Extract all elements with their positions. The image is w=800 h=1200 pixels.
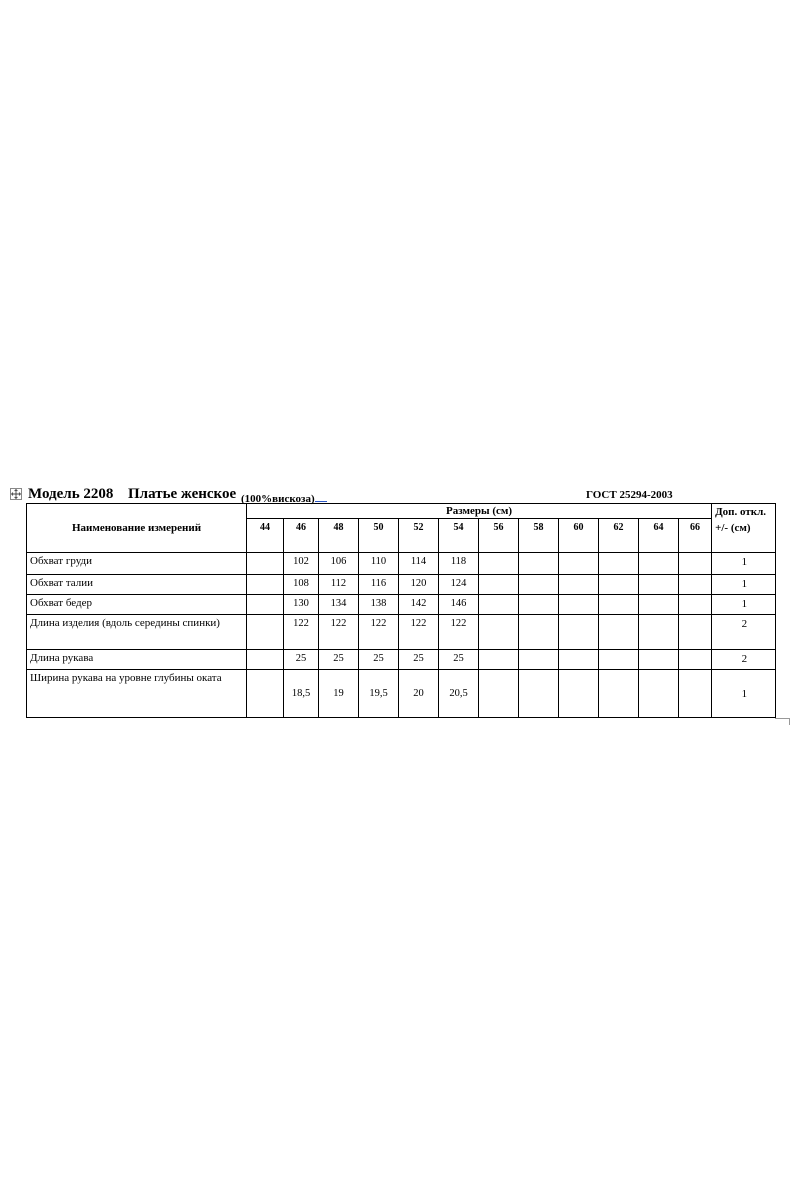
measurement-value (559, 575, 599, 595)
tolerance-value: 2 (712, 615, 776, 650)
measurement-value (479, 670, 519, 718)
measurement-value: 134 (319, 595, 359, 615)
measurement-value (519, 553, 559, 575)
measurement-value: 110 (359, 553, 399, 575)
measurement-value (519, 650, 559, 670)
measurement-value: 112 (319, 575, 359, 595)
measurement-value: 114 (399, 553, 439, 575)
size-header-cell: 66 (679, 519, 712, 553)
measurement-value: 25 (439, 650, 479, 670)
measurement-value: 142 (399, 595, 439, 615)
underline-extension (315, 499, 327, 502)
measurement-name: Длина рукава (27, 650, 247, 670)
gost-standard: ГОСТ 25294-2003 (586, 489, 673, 501)
size-header-cell: 50 (359, 519, 399, 553)
measurement-value (639, 553, 679, 575)
size-header-cell: 48 (319, 519, 359, 553)
measurement-value (247, 553, 284, 575)
measurement-value (679, 553, 712, 575)
measurement-value: 25 (399, 650, 439, 670)
table-row (27, 650, 776, 670)
measurement-value (479, 595, 519, 615)
measurement-value: 124 (439, 575, 479, 595)
measurement-value (247, 575, 284, 595)
measurement-value (679, 615, 712, 650)
document-title (28, 486, 778, 504)
measurement-value: 18,5 (284, 670, 319, 718)
size-header-cell: 64 (639, 519, 679, 553)
measurement-value: 25 (284, 650, 319, 670)
size-header-cell: 44 (247, 519, 284, 553)
measurement-name: Обхват бедер (27, 595, 247, 615)
measurement-value (519, 615, 559, 650)
measurement-value (559, 650, 599, 670)
table-move-icon[interactable] (10, 488, 22, 500)
size-header-cell: 62 (599, 519, 639, 553)
measurement-value (519, 595, 559, 615)
tolerance-header: Доп. откл. +/- (см) (712, 504, 776, 553)
measurement-value: 108 (284, 575, 319, 595)
measurement-value (639, 650, 679, 670)
model-number: Модель 2208 (28, 486, 114, 502)
composition-prefix: (100% (241, 493, 273, 505)
size-header-cell: 56 (479, 519, 519, 553)
measurement-value: 118 (439, 553, 479, 575)
table-row (27, 615, 776, 650)
measurement-value: 122 (399, 615, 439, 650)
measurement-value (247, 670, 284, 718)
composition-material: вискоза) (272, 493, 315, 505)
measurement-value: 25 (359, 650, 399, 670)
measurement-value (639, 615, 679, 650)
measurement-value: 138 (359, 595, 399, 615)
measurement-value: 106 (319, 553, 359, 575)
measurement-value: 25 (319, 650, 359, 670)
table-row (27, 553, 776, 575)
measurement-value (599, 595, 639, 615)
measurement-value (519, 575, 559, 595)
tolerance-value: 1 (712, 595, 776, 615)
measurement-value (599, 575, 639, 595)
sizes-header: Размеры (см) (247, 504, 712, 519)
measurement-value: 20,5 (439, 670, 479, 718)
measurement-value (639, 670, 679, 718)
size-header-cell: 60 (559, 519, 599, 553)
product-name: Платье женское (128, 486, 237, 502)
tolerance-value: 1 (712, 553, 776, 575)
measurement-name: Длина изделия (вдоль середины спинки) (27, 615, 247, 650)
measurement-name-header: Наименование измерений (27, 504, 247, 553)
measurement-value (247, 615, 284, 650)
measurement-value: 122 (319, 615, 359, 650)
tolerance-value: 1 (712, 670, 776, 718)
measurement-value (679, 595, 712, 615)
measurement-value (479, 615, 519, 650)
measurement-value: 20 (399, 670, 439, 718)
measurement-value: 122 (359, 615, 399, 650)
measurement-value: 146 (439, 595, 479, 615)
measurement-value (479, 575, 519, 595)
measurement-value (639, 575, 679, 595)
measurement-value: 120 (399, 575, 439, 595)
measurement-value: 130 (284, 595, 319, 615)
table-body (27, 553, 776, 718)
measurement-value (679, 670, 712, 718)
measurement-value (247, 595, 284, 615)
measurement-value (679, 650, 712, 670)
measurement-name: Ширина рукава на уровне глубины оката (27, 670, 247, 718)
size-header-cell: 58 (519, 519, 559, 553)
measurement-value (599, 615, 639, 650)
table-row (27, 575, 776, 595)
size-chart-table (26, 503, 776, 718)
measurement-value (679, 575, 712, 595)
measurement-value (247, 650, 284, 670)
measurement-value (559, 595, 599, 615)
measurement-value: 122 (439, 615, 479, 650)
table-row (27, 670, 776, 718)
measurement-name: Обхват груди (27, 553, 247, 575)
measurement-value (639, 595, 679, 615)
measurement-value: 102 (284, 553, 319, 575)
tolerance-value: 2 (712, 650, 776, 670)
size-header-cell: 46 (284, 519, 319, 553)
table-row (27, 595, 776, 615)
tolerance-value: 1 (712, 575, 776, 595)
measurement-value (599, 650, 639, 670)
measurement-value (479, 553, 519, 575)
measurement-value (559, 615, 599, 650)
measurement-value (479, 650, 519, 670)
measurement-value: 116 (359, 575, 399, 595)
measurement-value: 19 (319, 670, 359, 718)
measurement-value: 19,5 (359, 670, 399, 718)
measurement-value (519, 670, 559, 718)
measurement-value: 122 (284, 615, 319, 650)
measurement-value (559, 553, 599, 575)
size-header-cell: 52 (399, 519, 439, 553)
measurement-value (559, 670, 599, 718)
measurement-value (599, 553, 639, 575)
measurement-name: Обхват талии (27, 575, 247, 595)
size-header-cell: 54 (439, 519, 479, 553)
table-resize-handle[interactable] (775, 718, 790, 725)
measurement-value (599, 670, 639, 718)
